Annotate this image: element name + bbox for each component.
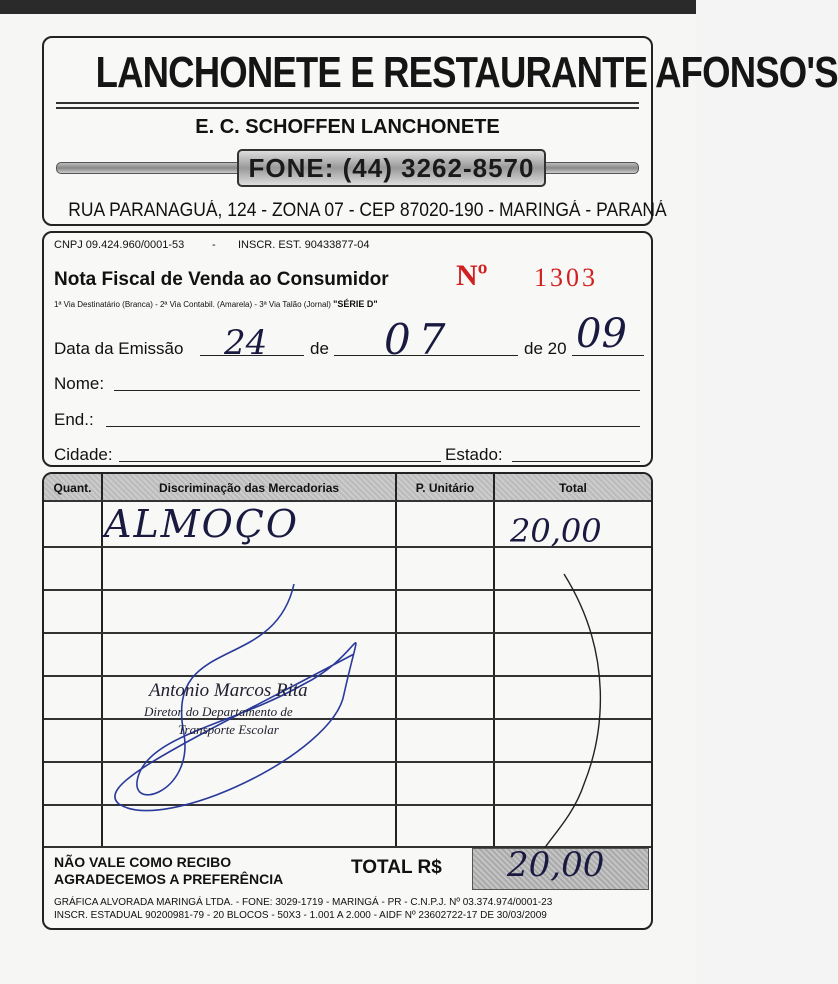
de-label-1: de: [310, 339, 329, 358]
month-value: 07: [384, 315, 454, 364]
cnpj: CNPJ 09.424.960/0001-53: [54, 239, 185, 251]
date-label: Data da Emissão: [54, 339, 184, 358]
invoice-number: 1303: [534, 263, 598, 292]
year-value: 09: [576, 311, 627, 357]
total-box: [472, 845, 649, 890]
item-total: 20,00: [510, 512, 602, 550]
items-table: [42, 472, 653, 930]
invoice-info-box: [42, 231, 653, 467]
number-label: Nº: [456, 259, 488, 292]
business-name: LANCHONETE E RESTAURANTE AFONSO'S: [95, 48, 838, 97]
copy-distribution: [54, 299, 378, 309]
document-title: Nota Fiscal de Venda ao Consumidor: [54, 269, 389, 290]
item-description: ALMOÇO: [104, 502, 299, 546]
header-description: Discriminação das Mercadorias: [103, 474, 395, 500]
stamp-name: Antonio Marcos Rita: [149, 680, 308, 701]
state-registration: INSCR. EST. 90433877-04: [238, 239, 370, 251]
name-label: Nome:: [54, 374, 105, 393]
header-total: Total: [495, 474, 651, 500]
receipt-notes: [54, 854, 283, 888]
stamp-role-2: Transporte Escolar: [178, 722, 279, 737]
address-label: End.:: [54, 410, 94, 429]
header-quantity: Quant.: [44, 474, 101, 500]
printer-line-2: INSCR. ESTADUAL 90200981-79 - 20 BLOCOS - 50X3 - 1.001 A 2.000 - AIDF Nº 23602722-17 DE 30/03/2009: [54, 910, 547, 921]
copy-note: 1ª Via Destinatário (Branca) - 2ª Via Contabil. (Amarela) - 3ª Via Talão (Jornal): [54, 300, 331, 309]
divider: [56, 107, 639, 109]
header-box: [42, 36, 838, 226]
separator: -: [212, 239, 216, 251]
city-label: Cidade:: [54, 445, 113, 464]
series: "SÉRIE D": [333, 299, 378, 309]
thanks-note: AGRADECEMOS A PREFERÊNCIA: [54, 871, 284, 887]
stamp-role-1: Diretor do Departamento de: [144, 704, 293, 719]
name-line: [114, 390, 640, 391]
header-unit-price: P. Unitário: [397, 474, 493, 500]
address-line: [106, 426, 640, 427]
day-value: 24: [224, 323, 268, 363]
phone-number: FONE: (44) 3262-8570: [237, 149, 546, 187]
business-address: RUA PARANAGUÁ, 124 - ZONA 07 - CEP 87020-190 - MARINGÁ - PARANÁ: [68, 200, 667, 221]
torn-edge: [0, 0, 696, 14]
total-value: 20,00: [507, 845, 605, 885]
printer-info: [54, 896, 552, 922]
total-label: TOTAL R$: [351, 857, 442, 878]
printer-line-1: GRÁFICA ALVORADA MARINGÁ LTDA. - FONE: 3029-1719 - MARINGÁ - PR - C.N.P.J. Nº 03.374.974/0001-23: [54, 897, 553, 908]
de-label-2: de 20: [524, 339, 567, 358]
state-line: [512, 461, 640, 462]
city-line: [119, 461, 441, 462]
state-label: Estado:: [445, 445, 503, 464]
business-subtitle: E. C. SCHOFFEN LANCHONETE: [195, 116, 500, 138]
divider: [56, 102, 639, 104]
not-receipt-note: NÃO VALE COMO RECIBO: [54, 854, 232, 870]
